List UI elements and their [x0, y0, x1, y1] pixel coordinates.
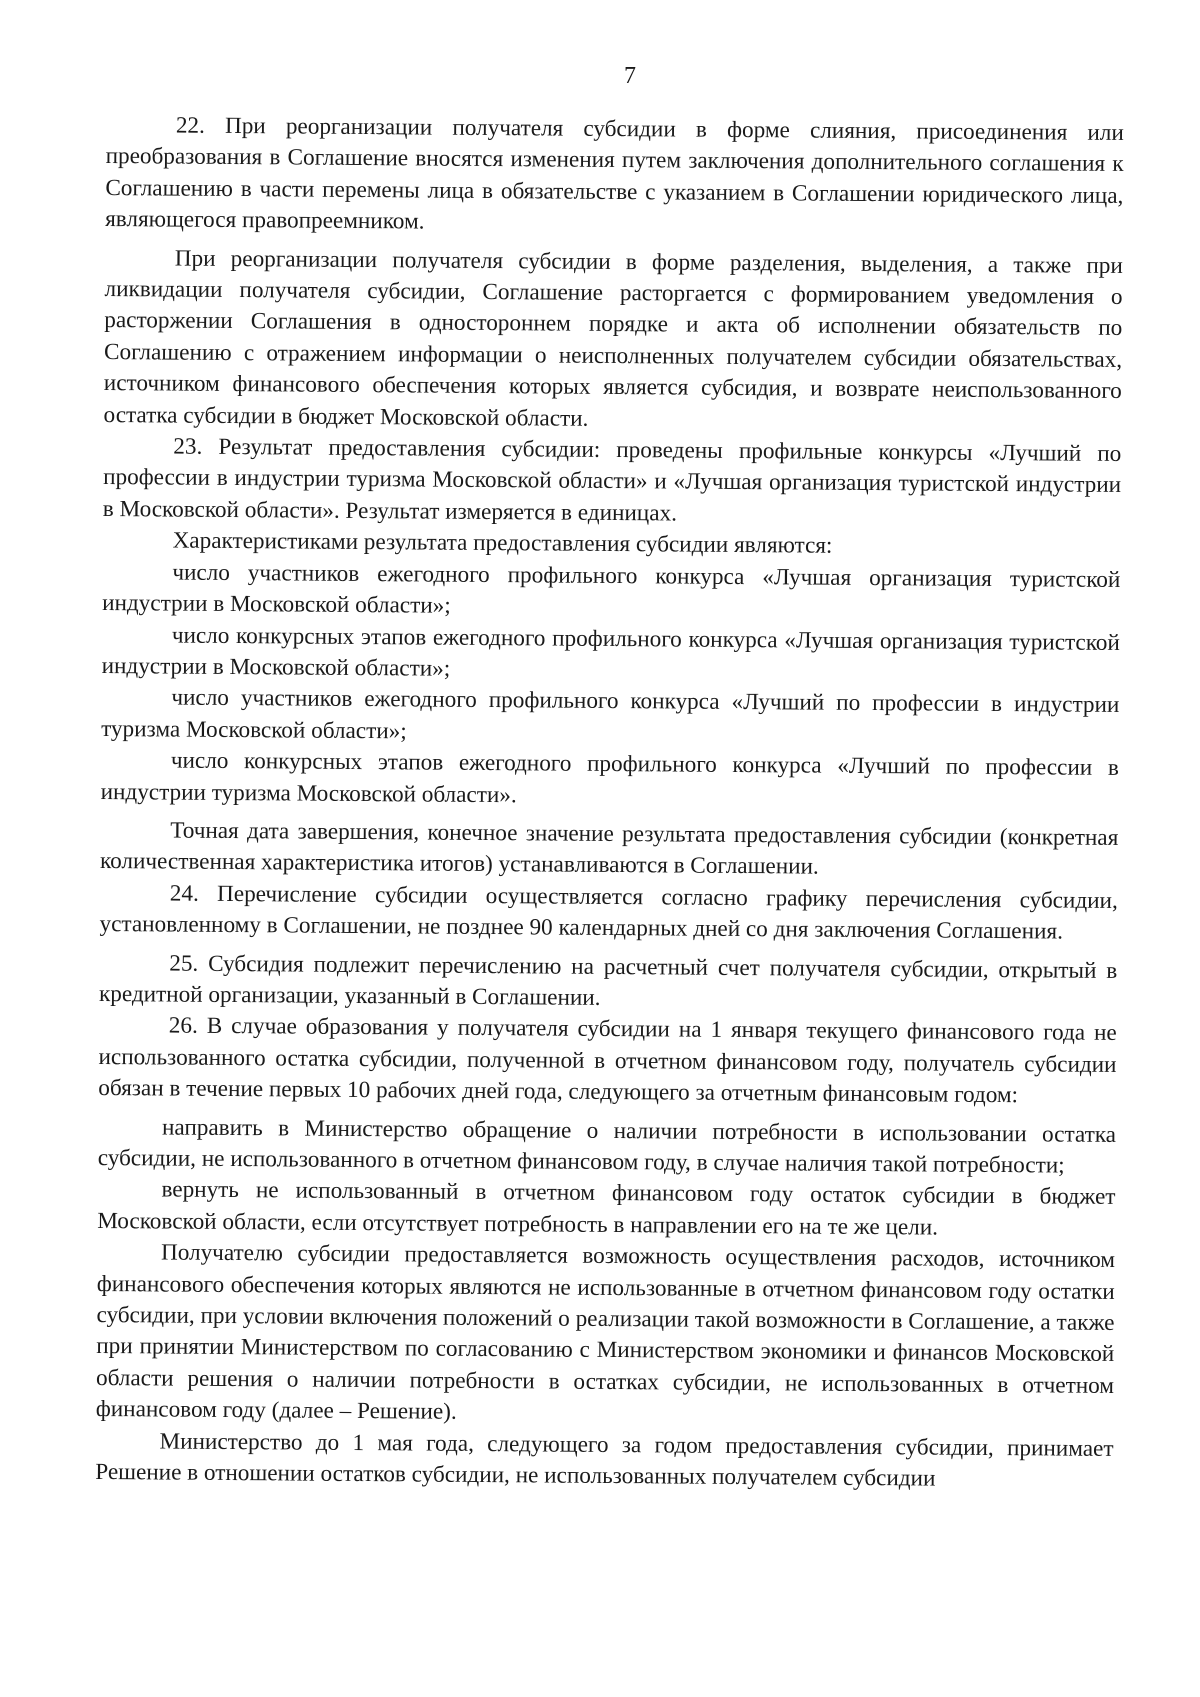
list-item-send-request: направить в Министерство обращение о наличии потребности в использовании остатка субсидии, не использованного в отчетном финансовом году, в случае наличия такой потребности;	[97, 1114, 1117, 1179]
list-item-participants-organization: число участников ежегодного профильного конкурса «Лучшая организация туристской индустрии в Московской области»;	[102, 559, 1121, 619]
paragraph-23: 23. Результат предоставления субсидии: проведены профильные конкурсы «Лучший по профессии в индустрии туризма Московской области» и «Лучшая организация туристской индустрии в Московской области». Результат измеряется в единицах.	[102, 433, 1122, 527]
paragraph-recipient-possibility: Получателю субсидии предоставляется возможность осуществления расходов, источником финансового обеспечения которых являются не использованные в отчетном финансовом году остатки субсидии, при условии включения положений о реализации такой возможности в Соглашение, а также при принятии Министерством по согласованию с Министерством экономики и финансов Московской области решения о наличии потребности в остатках субсидии, не использованных в отчетном финансовом году (далее – Решение).	[95, 1239, 1116, 1426]
list-item-participants-profession: число участников ежегодного профильного конкурса «Лучший по профессии в индустрии туризма Московской области»;	[101, 684, 1120, 745]
paragraph-25: 25. Субсидия подлежит перечислению на расчетный счет получателя субсидии, открытый в кредитной организации, указанный в Соглашении.	[98, 950, 1118, 1011]
list-item-return-remainder: вернуть не использованный в отчетном финансовом году остаток субсидии в бюджет Московской области, если отсутствует потребность в направлении его на те же цели.	[97, 1176, 1116, 1241]
paragraph-ministry-decision: Министерство до 1 мая года, следующего за годом предоставления субсидии, принимает Решение в отношении остатков субсидии, не использованных получателем субсидии	[95, 1428, 1114, 1492]
paragraph-26: 26. В случае образования у получателя субсидии на 1 января текущего финансового года не использованного остатка субсидии, полученной в отчетном финансовом году, получатель субсидии обязан в течение первых 10 рабочих дней года, следующего за отчетным финансовым годом:	[98, 1012, 1117, 1109]
page-number: 7	[624, 63, 636, 89]
document-body	[95, 110, 1124, 1496]
paragraph-22: 22. При реорганизации получателя субсидии в форме слияния, присоединения или преобразования в Соглашение вносятся изменения путем заключения дополнительного соглашения к Соглашению в части перемены лица в обязательстве с указанием в Соглашении юридического лица, являющегося правопреемником.	[105, 112, 1124, 235]
list-item-stages-profession: число конкурсных этапов ежегодного профильного конкурса «Лучший по профессии в индустрии туризма Московской области».	[100, 747, 1119, 808]
list-item-stages-organization: число конкурсных этапов ежегодного профильного конкурса «Лучшая организация туристской индустрии в Московской области»;	[101, 622, 1120, 682]
paragraph-22-reorganization-division: При реорганизации получателя субсидии в форме разделения, выделения, а также при ликвидации получателя субсидии, Соглашение расторгается с формированием уведомления о расторжении Соглашения в одностороннем порядке и акта об исполнении обязательств по Соглашению с отражением информации о неисполненных получателем субсидии обязательствах, источником финансового обеспечения которых является субсидия, и возврате неиспользованного остатка субсидии в бюджет Московской области.	[103, 245, 1123, 432]
paragraph-24: 24. Перечисление субсидии осуществляется согласно графику перечисления субсидии, установленному в Соглашении, не позднее 90 календарных дней со дня заключения Соглашения.	[99, 880, 1118, 945]
paragraph-result-characteristics: Характеристиками результата предоставления субсидии являются:	[172, 527, 833, 559]
paragraph-exact-date: Точная дата завершения, конечное значение результата предоставления субсидии (конкретная количественная характеристика итогов) устанавливаются в Соглашении.	[99, 817, 1119, 880]
